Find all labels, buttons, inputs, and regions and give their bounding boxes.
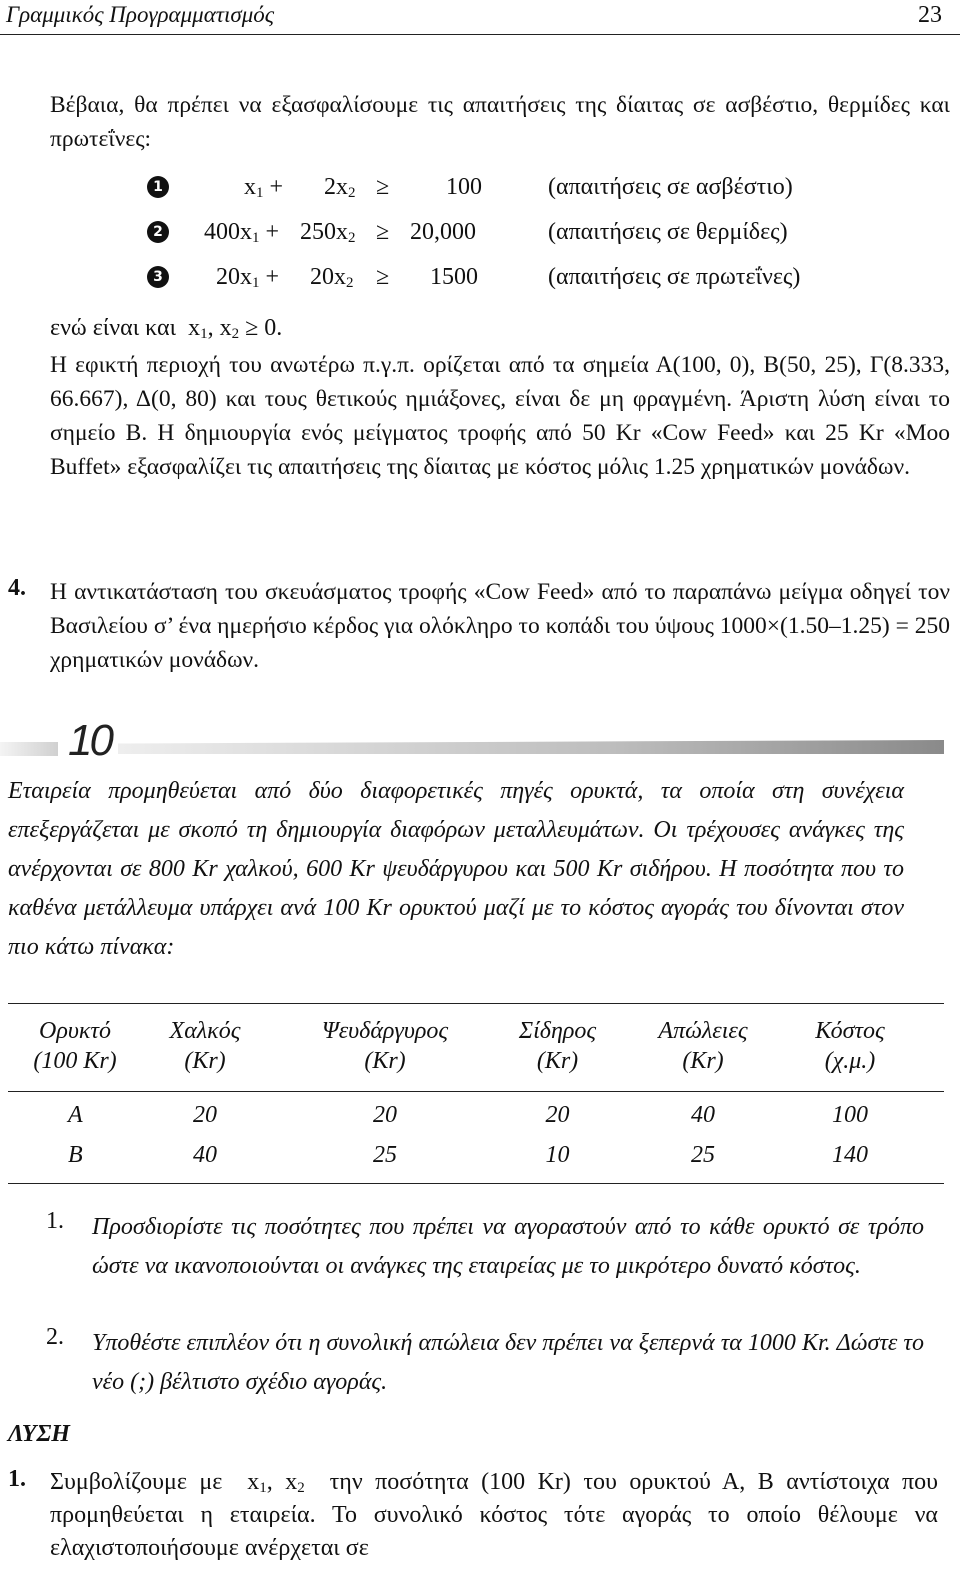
table-top-rule	[8, 1003, 944, 1004]
constraint-term: $20x_1$ +	[216, 264, 280, 291]
problem-statement: Εταιρεία προμηθεύεται από δύο διαφορετικές πηγές ορυκτά, τα οποία στη συνέχεια επεξεργάζεται με σκοπό τη δημιουργία διαφόρων μεταλλευμάτων. Οι τρέχουσες ανάγκες της ανέρχονται σε 800 Kr χαλκού, 600 Kr ψευδάργυρου και 500 Kr σιδήρου. Η ποσότητα που το καθένα μετάλλευμα υπάρχει ανά 100 Kr ορυκτού μαζί με το κόστος αγοράς του δίνονται στον πιο κάτω πίνακα:	[8, 778, 904, 960]
page-number: 23	[918, 2, 942, 28]
table-cell: 40	[193, 1142, 217, 1168]
item-4-paragraph: Η αντικατάσταση του σκευάσματος τροφής «Cow Feed» από το παραπάνω μείγμα οδηγεί τον Βασιλείου σ’ ένα ημερήσιο κέρδος για ολόκληρο το κοπάδι του ύψους 1000×(1.50–1.25) = 250 χρηματικών μονάδων.	[50, 579, 950, 673]
constraint-note: (απαιτήσεις σε πρωτεΐνες)	[548, 264, 801, 290]
constraint-rhs: 1500	[430, 264, 478, 290]
constraint-term: $250x_2$	[300, 219, 356, 246]
table-cell: 100	[832, 1102, 868, 1128]
table-header-cell: Χαλκός (Kr)	[169, 1018, 241, 1074]
table-cell: 25	[691, 1142, 715, 1168]
constraint-note: (απαιτήσεις σε ασβέστιο)	[548, 174, 793, 200]
constraint-marker: 1	[147, 176, 169, 198]
section-number: 10	[68, 716, 111, 765]
table-bottom-rule	[8, 1183, 944, 1184]
intro-paragraph: Βέβαια, θα πρέπει να εξασφαλίσουμε τις απαιτήσεις της δίαιτας σε ασβέστιο, θερμίδες και πρωτεΐνες:	[50, 92, 950, 152]
table-header-cell: Ψευδάργυρος (Kr)	[321, 1018, 449, 1074]
constraint-note: (απαιτήσεις σε θερμίδες)	[548, 219, 788, 245]
table-cell: Α	[68, 1102, 83, 1128]
table-header-cell: Κόστος (χ.μ.)	[815, 1018, 885, 1074]
constraint-term: $x_1$ +	[244, 174, 284, 201]
constraint-relation: ≥	[376, 219, 390, 245]
solution-item-number: 1.	[8, 1466, 26, 1492]
section-bar-left	[0, 742, 58, 756]
constraint-term: $400x_1$ +	[204, 219, 280, 246]
solution-label: ΛΥΣΗ	[8, 1421, 70, 1447]
question-number: 1.	[46, 1208, 64, 1234]
table-cell: 20	[193, 1102, 217, 1128]
constraint-term: $2x_2$	[324, 174, 356, 201]
question-number: 2.	[46, 1324, 64, 1350]
question-text: Προσδιορίστε τις ποσότητες που πρέπει να αγοραστούν από το κάθε ορυκτό σε τρόπο ώστε να ικανοποιούνται οι ανάγκες της εταιρείας με το μικρότερο δυνατό κόστος.	[92, 1214, 924, 1279]
table-cell: 20	[373, 1102, 397, 1128]
header-title: Γραμμικός Προγραμματισμός	[6, 2, 275, 27]
table-header-cell: Απώλειες (Kr)	[658, 1018, 748, 1074]
constraint-marker: 3	[147, 266, 169, 288]
table-header-cell: Ορυκτό (100 Kr)	[33, 1018, 117, 1074]
solution-paragraph: Συμβολίζουμε με $x_1$, $x_2$ την ποσότητα (100 Kr) του ορυκτού Α, Β αντίστοιχα που προμηθεύεται η εταιρεία. Το συνολικό κόστος τότε αγοράς το οποίο θέλουμε να ελαχιστοποιήσουμε ανέρχεται σε	[50, 1469, 938, 1561]
section-bar-right	[118, 740, 944, 754]
constraint-marker: 2	[147, 221, 169, 243]
constraint-term: $20x_2$	[310, 264, 354, 291]
constraint-rhs: 100	[446, 174, 482, 200]
table-header-cell: Σίδηρος (Kr)	[518, 1018, 597, 1074]
constraint-rhs: 20,000	[410, 219, 476, 245]
table-header-rule	[8, 1091, 944, 1092]
running-header	[0, 0, 960, 35]
constraint-relation: ≥	[376, 174, 390, 200]
item-number: 4.	[8, 575, 26, 601]
table-cell: 140	[832, 1142, 868, 1168]
table-cell: 25	[373, 1142, 397, 1168]
table-cell: 40	[691, 1102, 715, 1128]
nonnegativity-line: ενώ είναι και $x_1$, $x_2 \ge 0$.	[50, 315, 283, 342]
table-cell: 10	[545, 1142, 570, 1168]
constraint-relation: ≥	[376, 264, 390, 290]
table-cell: Β	[68, 1142, 83, 1168]
question-text: Υποθέστε επιπλέον ότι η συνολική απώλεια δεν πρέπει να ξεπερνά τα 1000 Kr. Δώστε το νέο (;) βέλτιστο σχέδιο αγοράς.	[92, 1330, 924, 1395]
feasible-region-paragraph: Η εφικτή περιοχή του ανωτέρω π.γ.π. ορίζεται από τα σημεία Α(100, 0), Β(50, 25), Γ(8.333, 66.667), Δ(0, 80) και τους θετικούς ημιάξονες, είναι δε μη φραγμένη. Άριστη λύση είναι το σημείο Β. Η δημιουργία ενός μείγματος τροφής από 50 Kr «Cow Feed» και 25 Kr «Moo Buffet» εξασφαλίζει τις απαιτήσεις της δίαιτας με κόστος μόλις 1.25 χρηματικών μονάδων.	[50, 352, 950, 480]
table-cell: 20	[545, 1102, 570, 1128]
